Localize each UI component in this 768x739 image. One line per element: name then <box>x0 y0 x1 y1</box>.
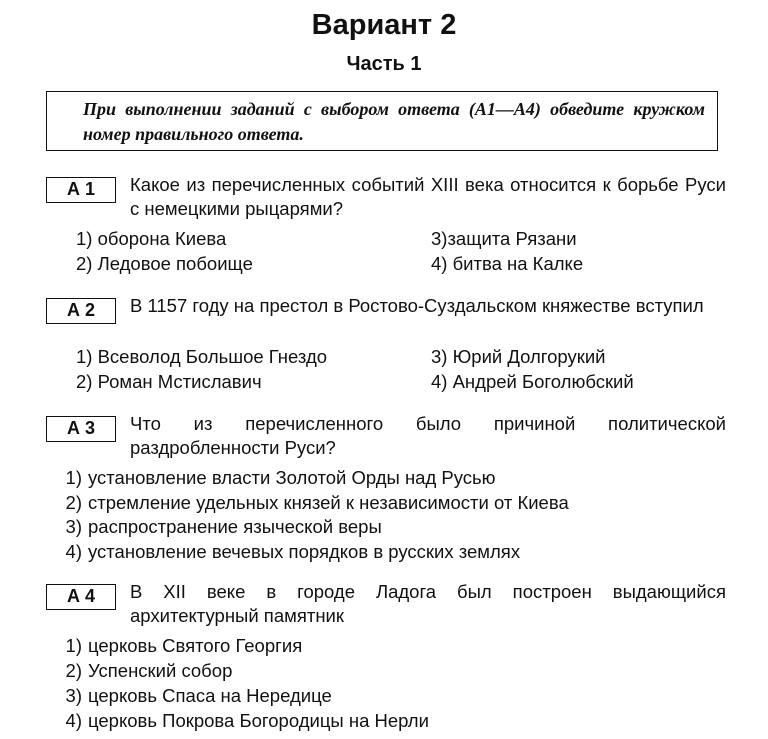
question-text: В 1157 году на престол в Ростово-Суздальском княжестве вступил <box>130 295 704 316</box>
answer-number: 1) <box>65 635 82 656</box>
answer-option[interactable] <box>56 659 232 683</box>
question-label: А 4 <box>46 584 116 610</box>
answer-text: стремление удельных князей к независимости от Киева <box>88 492 569 513</box>
answer-text: установление власти Золотой Орды над Русью <box>88 467 496 488</box>
answer-number: 3) <box>65 516 82 537</box>
answer-option[interactable] <box>56 540 520 564</box>
answer-option[interactable] <box>56 709 429 733</box>
answer-text: распространение языческой веры <box>88 516 382 537</box>
instruction-box: При выполнении заданий с выбором ответа (А1—А4) обведите кружком номер правильного ответа. <box>46 91 718 151</box>
question-label: А 1 <box>46 177 116 203</box>
answer-option[interactable] <box>56 515 382 539</box>
answer-text: церковь Спаса на Нередице <box>88 685 332 706</box>
answer-option[interactable] <box>56 466 496 490</box>
answer-text: церковь Покрова Богородицы на Нерли <box>88 710 429 731</box>
answer-number: 1) <box>65 467 82 488</box>
answer-number: 4) <box>65 710 82 731</box>
answer-number: 2) <box>65 492 82 513</box>
answer-text: установление вечевых порядков в русских землях <box>88 541 521 562</box>
question-text: В XII веке в городе Ладога был построен выдающийся архитектурный памятник <box>130 581 726 626</box>
answer-option[interactable]: 2) Роман Мстиславич <box>76 371 262 392</box>
question-text: Какое из перечисленных событий XIII века относится к борьбе Руси с немецкими рыцарями? <box>130 174 726 219</box>
answer-number: 3) <box>65 685 82 706</box>
answer-number: 2) <box>65 660 82 681</box>
answer-option[interactable]: 1) Всеволод Большое Гнездо <box>76 346 328 367</box>
answer-text: Успенский собор <box>88 660 233 681</box>
page-subtitle: Часть 1 <box>346 53 422 75</box>
page-title: Вариант 2 <box>311 9 457 41</box>
answer-option[interactable]: 3) Юрий Долгорукий <box>431 346 606 367</box>
question-label: А 3 <box>46 416 116 442</box>
answer-option[interactable]: 1) оборона Киева <box>76 228 227 249</box>
question-text: Что из перечисленного было причиной политической раздробленности Руси? <box>130 413 726 458</box>
question-label: А 2 <box>46 298 116 324</box>
answer-text: церковь Святого Георгия <box>88 635 303 656</box>
answer-option[interactable]: 4) Андрей Боголюбский <box>431 371 634 392</box>
answer-option[interactable]: 4) битва на Калке <box>431 253 584 274</box>
answer-number: 4) <box>65 541 82 562</box>
answer-option[interactable]: 3)защита Рязани <box>431 228 577 249</box>
answer-option[interactable] <box>56 491 569 515</box>
answer-option[interactable] <box>56 634 302 658</box>
answer-option[interactable] <box>56 684 332 708</box>
answer-option[interactable]: 2) Ледовое побоище <box>76 253 253 274</box>
